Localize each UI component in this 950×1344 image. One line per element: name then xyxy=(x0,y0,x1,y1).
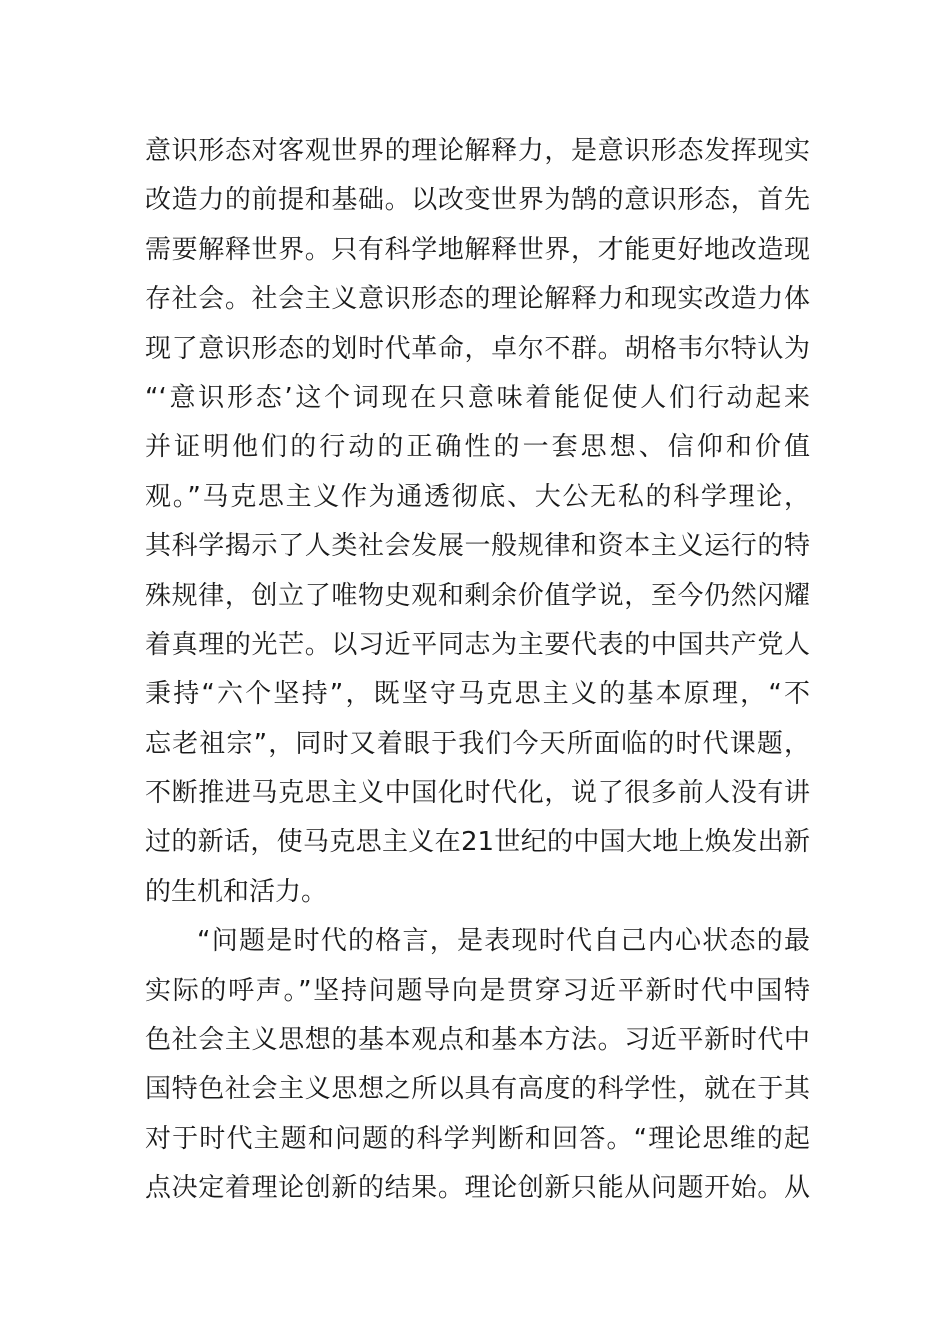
text-line: 观。”马克思主义作为通透彻底、大公无私的科学理论， xyxy=(145,481,810,512)
text-line: 并证明他们的行动的正确性的一套思想、信仰和价值 xyxy=(145,432,810,463)
text-line: 忘老祖宗”，同时又着眼于我们今天所面临的时代课题， xyxy=(145,728,810,759)
text-line: 点决定着理论创新的结果。理论创新只能从问题开始。从 xyxy=(145,1173,810,1204)
body-text xyxy=(145,127,810,1214)
text-line: “问题是时代的格言，是表现时代自己内心状态的最 xyxy=(197,926,810,957)
text-line: 着真理的光芒。以习近平同志为主要代表的中国共产党人 xyxy=(145,629,810,660)
text-line: 过的新话，使马克思主义在21世纪的中国大地上焕发出新 xyxy=(145,827,810,858)
text-line: 色社会主义思想的基本观点和基本方法。习近平新时代中 xyxy=(145,1025,810,1056)
text-line: 不断推进马克思主义中国化时代化，说了很多前人没有讲 xyxy=(145,778,810,809)
text-line: 殊规律，创立了唯物史观和剩余价值学说，至今仍然闪耀 xyxy=(145,580,810,611)
text-line: 现了意识形态的划时代革命，卓尔不群。胡格韦尔特认为 xyxy=(145,333,810,364)
text-line: 改造力的前提和基础。以改变世界为鹄的意识形态，首先 xyxy=(145,185,810,216)
text-line: 国特色社会主义思想之所以具有高度的科学性，就在于其 xyxy=(145,1074,810,1105)
text-line: 的生机和活力。 xyxy=(145,876,328,907)
text-line: 其科学揭示了人类社会发展一般规律和资本主义运行的特 xyxy=(145,531,810,562)
text-line: “‘意识形态’这个词现在只意味着能促使人们行动起来 xyxy=(145,382,810,413)
text-line: 需要解释世界。只有科学地解释世界，才能更好地改造现 xyxy=(145,234,810,265)
text-line: 意识形态对客观世界的理论解释力，是意识形态发挥现实 xyxy=(145,136,810,166)
text-line: 秉持“六个坚持”，既坚守马克思主义的基本原理，“不 xyxy=(145,679,810,710)
text-line: 实际的呼声。”坚持问题导向是贯穿习近平新时代中国特 xyxy=(145,975,810,1006)
paragraph-2 xyxy=(145,917,810,1213)
text-line: 对于时代主题和问题的科学判断和回答。“理论思维的起 xyxy=(145,1123,810,1154)
paragraph-1 xyxy=(145,127,810,917)
text-line: 存社会。社会主义意识形态的理论解释力和现实改造力体 xyxy=(145,284,810,315)
